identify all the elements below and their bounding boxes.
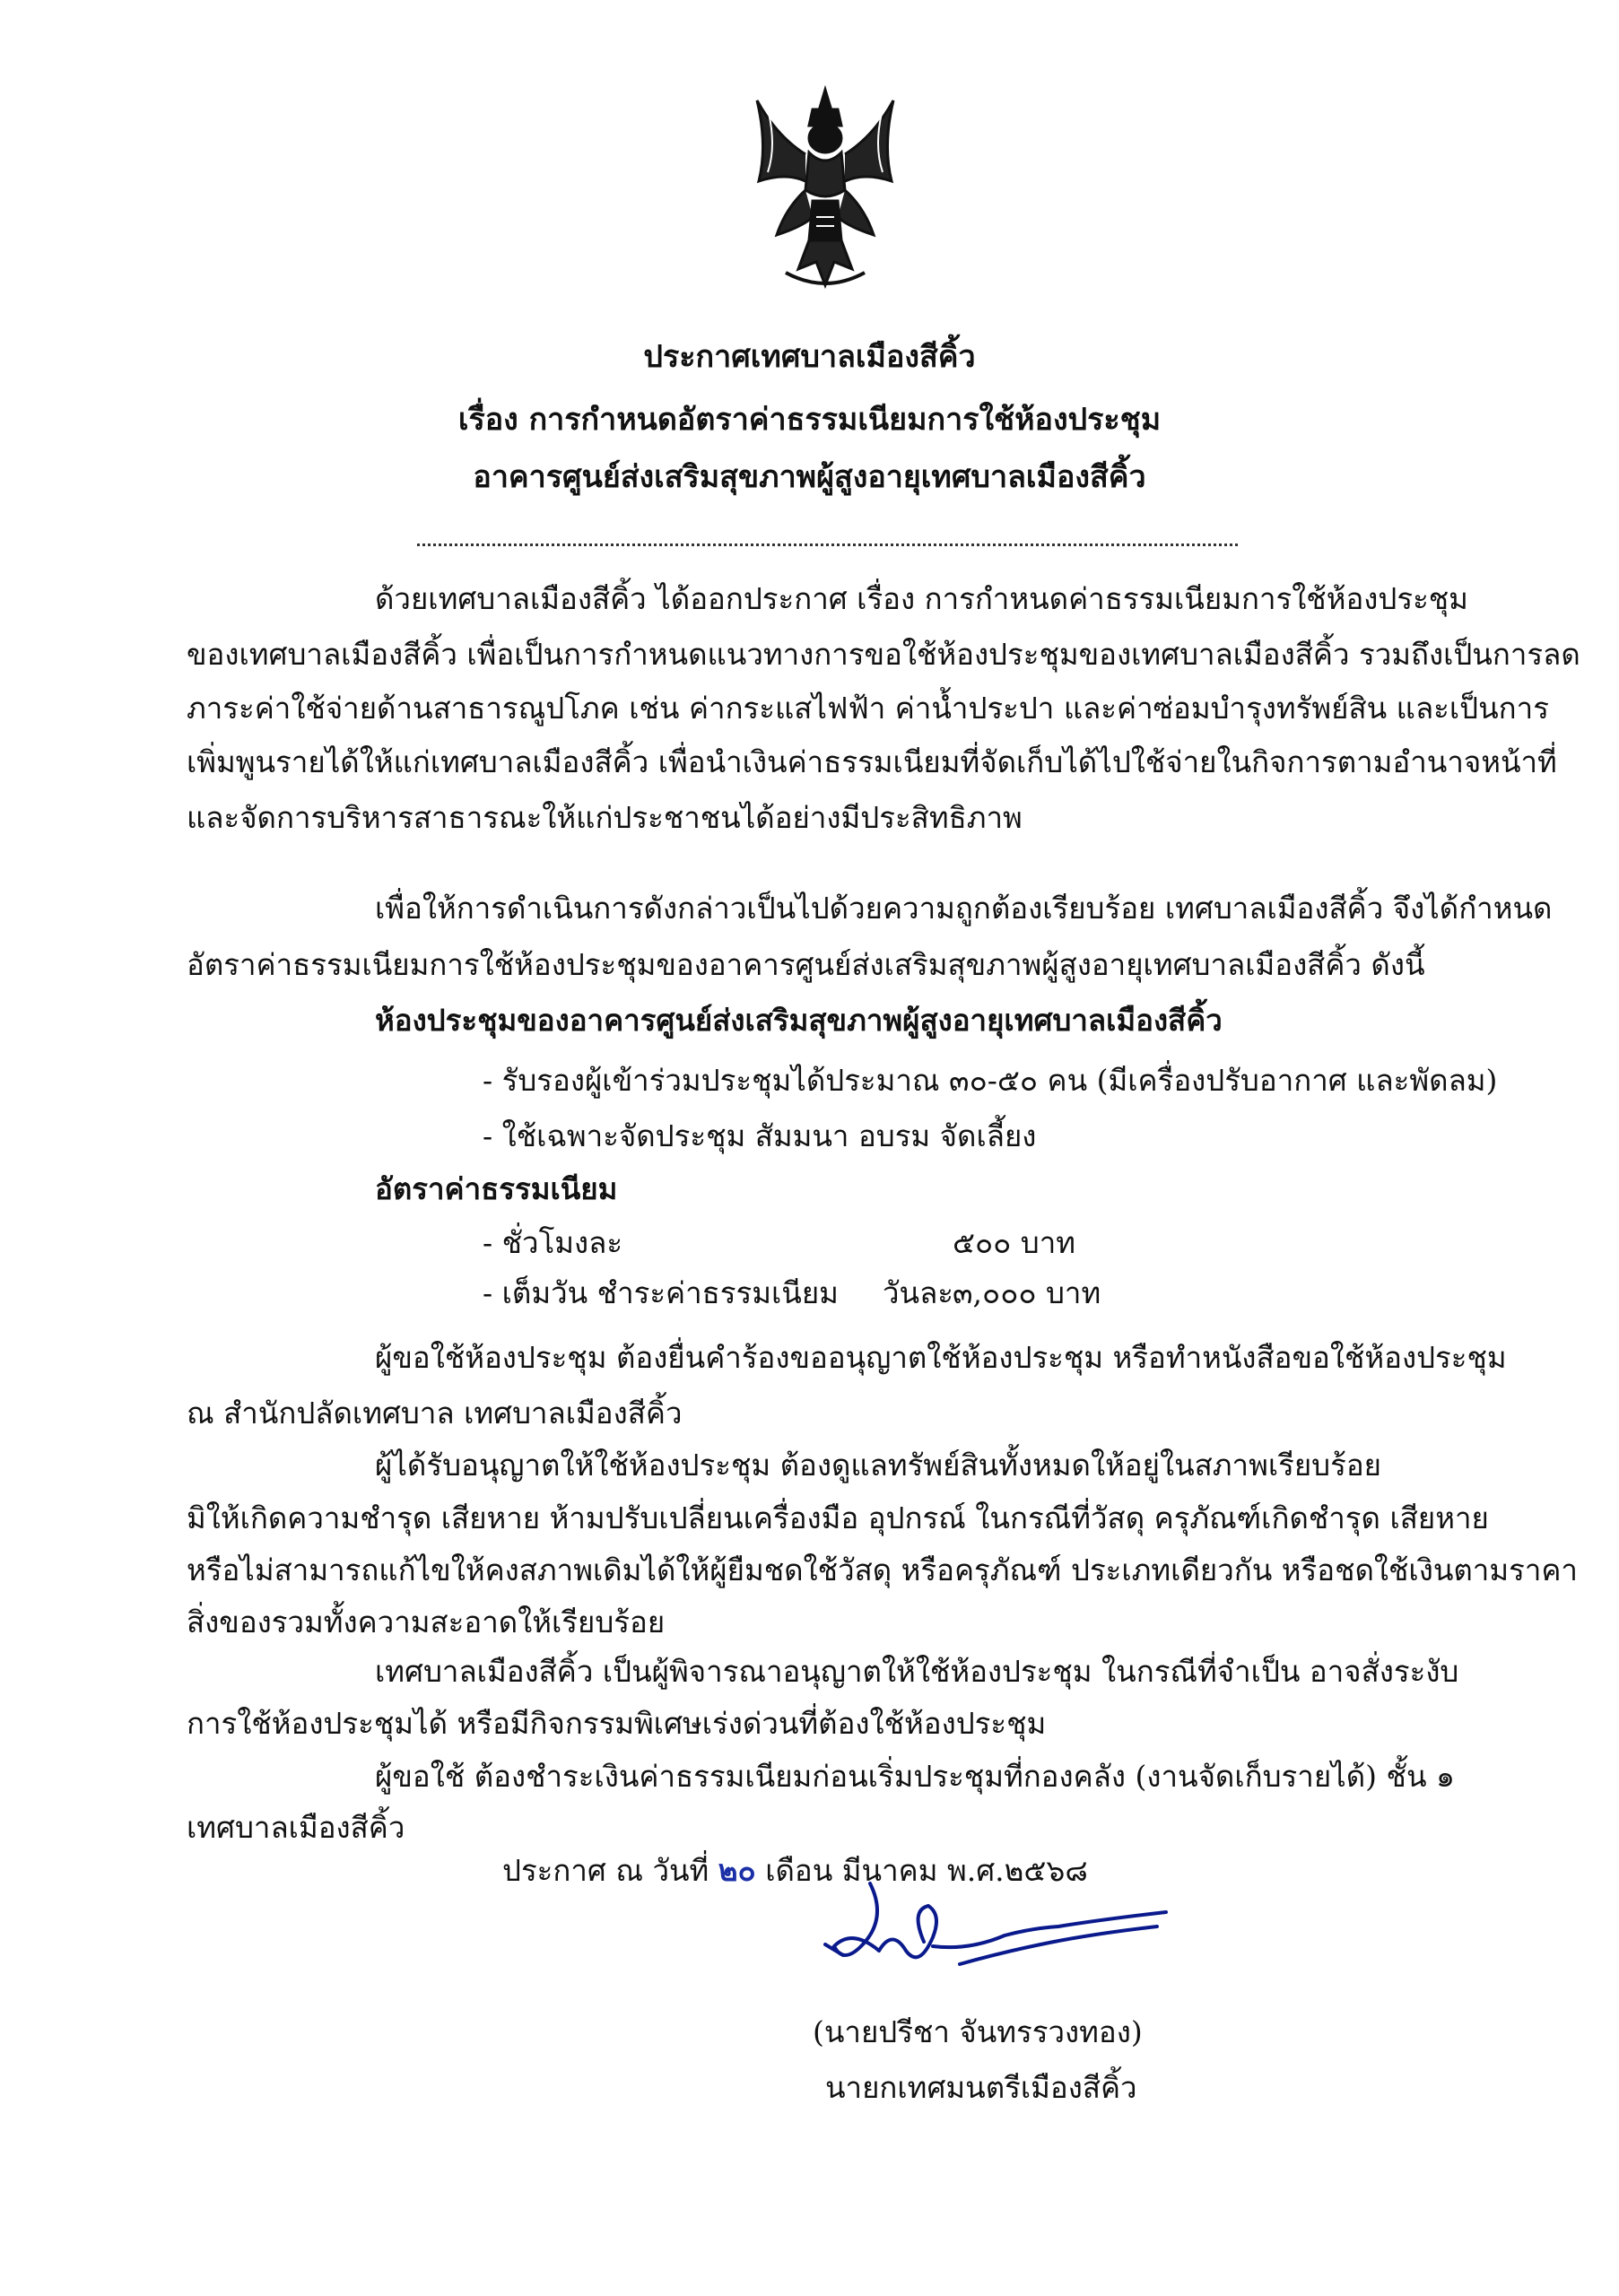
condition-line: ผู้ขอใช้ห้องประชุม ต้องยื่นคำร้องขออนุญาตใช้ห้องประชุม หรือทำหนังสือขอใช้ห้องประชุม bbox=[375, 1340, 1507, 1375]
condition-line: สิ่งของรวมทั้งความสะอาดให้เรียบร้อย bbox=[187, 1605, 666, 1639]
fees-heading: อัตราค่าธรรมเนียม bbox=[375, 1171, 618, 1206]
signer-name: (นายปรีชา จันทรรวงทอง) bbox=[813, 2014, 1143, 2049]
title-line-2: เรื่อง การกำหนดอัตราค่าธรรมเนียมการใช้ห้องประชุม bbox=[457, 402, 1162, 438]
fee-label: - เต็มวัน ชำระค่าธรรมเนียม bbox=[483, 1275, 839, 1310]
condition-line: ผู้ขอใช้ ต้องชำระเงินค่าธรรมเนียมก่อนเริ่มประชุมที่กองคลัง (งานจัดเก็บรายได้) ชั้น ๑ bbox=[375, 1759, 1455, 1794]
room-heading: ห้องประชุมของอาคารศูนย์ส่งเสริมสุขภาพผู้สูงอายุเทศบาลเมืองสีคิ้ว bbox=[375, 1003, 1223, 1038]
room-item: - รับรองผู้เข้าร่วมประชุมได้ประมาณ ๓๐-๕๐ คน (มีเครื่องปรับอากาศ และพัดลม) bbox=[483, 1063, 1498, 1098]
announce-year: พ.ศ.๒๕๖๘ bbox=[946, 1853, 1088, 1888]
condition-line: มิให้เกิดความชำรุด เสียหาย ห้ามปรับเปลี่ยนเครื่องมือ อุปกรณ์ ในกรณีที่วัสดุ ครุภัณฑ์เกิดชำรุด เสียหาย bbox=[187, 1500, 1489, 1535]
condition-line: ผู้ได้รับอนุญาตให้ใช้ห้องประชุม ต้องดูแลทรัพย์สินทั้งหมดให้อยู่ในสภาพเรียบร้อย bbox=[375, 1448, 1381, 1483]
handwritten-signature bbox=[807, 1866, 1184, 1991]
fee-label: - ชั่วโมงละ bbox=[483, 1225, 623, 1260]
condition-line: เทศบาลเมืองสีคิ้ว bbox=[187, 1810, 405, 1845]
condition-line: เทศบาลเมืองสีคิ้ว เป็นผู้พิจารณาอนุญาตให้ใช้ห้องประชุม ในกรณีที่จำเป็น อาจสั่งระงับ bbox=[375, 1654, 1459, 1689]
intro-line: ของเทศบาลเมืองสีคิ้ว เพื่อเป็นการกำหนดแนวทางการขอใช้ห้องประชุมของเทศบาลเมืองสีคิ้ว รวมถึงเป็นการลด bbox=[187, 637, 1580, 672]
condition-line: ณ สำนักปลัดเทศบาล เทศบาลเมืองสีคิ้ว bbox=[187, 1396, 683, 1431]
intro-line: เพิ่มพูนรายได้ให้แก่เทศบาลเมืองสีคิ้ว เพื่อนำเงินค่าธรรมเนียมที่จัดเก็บได้ไปใช้จ่ายในกิจการตามอำนาจหน้าที่ bbox=[187, 744, 1557, 779]
title-divider bbox=[417, 544, 1238, 546]
garuda-emblem-icon bbox=[741, 83, 910, 298]
title-line-1: ประกาศเทศบาลเมืองสีคิ้ว bbox=[643, 339, 976, 375]
intro-line: และจัดการบริหารสาธารณะให้แก่ประชาชนได้อย่างมีประสิทธิภาพ bbox=[187, 800, 1023, 835]
fee-amount: ๓,๐๐๐ บาท bbox=[953, 1275, 1101, 1310]
purpose-line: เพื่อให้การดำเนินการดังกล่าวเป็นไปด้วยความถูกต้องเรียบร้อย เทศบาลเมืองสีคิ้ว จึงได้กำหนด bbox=[375, 891, 1553, 926]
fee-amount: ๕๐๐ บาท bbox=[953, 1225, 1075, 1260]
condition-line: การใช้ห้องประชุมได้ หรือมีกิจกรรมพิเศษเร่งด่วนที่ต้องใช้ห้องประชุม bbox=[187, 1706, 1047, 1741]
announce-month-label: เดือน bbox=[765, 1853, 833, 1888]
announce-prefix: ประกาศ ณ วันที่ bbox=[502, 1853, 709, 1888]
intro-line: ภาระค่าใช้จ่ายด้านสาธารณูปโภค เช่น ค่ากระแสไฟฟ้า ค่าน้ำประปา และค่าซ่อมบำรุงทรัพย์สิน และเป็นการ bbox=[187, 691, 1549, 726]
room-item: - ใช้เฉพาะจัดประชุม สัมมนา อบรม จัดเลี้ยง bbox=[483, 1118, 1037, 1153]
intro-line: ด้วยเทศบาลเมืองสีคิ้ว ได้ออกประกาศ เรื่อง การกำหนดค่าธรรมเนียมการใช้ห้องประชุม bbox=[375, 581, 1468, 616]
purpose-line: อัตราค่าธรรมเนียมการใช้ห้องประชุมของอาคารศูนย์ส่งเสริมสุขภาพผู้สูงอายุเทศบาลเมืองสีคิ้ว ดังนี้ bbox=[187, 947, 1425, 982]
announce-day: ๒๐ bbox=[718, 1853, 756, 1888]
announce-month: มีนาคม bbox=[841, 1853, 938, 1888]
title-line-3: อาคารศูนย์ส่งเสริมสุขภาพผู้สูงอายุเทศบาลเมืองสีคิ้ว bbox=[473, 459, 1146, 495]
signer-position: นายกเทศมนตรีเมืองสีคิ้ว bbox=[825, 2070, 1137, 2105]
condition-line: หรือไม่สามารถแก้ไขให้คงสภาพเดิมได้ให้ผู้ยืมชดใช้วัสดุ หรือครุภัณฑ์ ประเภทเดียวกัน หรือชดใช้เงินตามราคา bbox=[187, 1552, 1578, 1587]
fee-unit: วันละ bbox=[883, 1275, 954, 1310]
